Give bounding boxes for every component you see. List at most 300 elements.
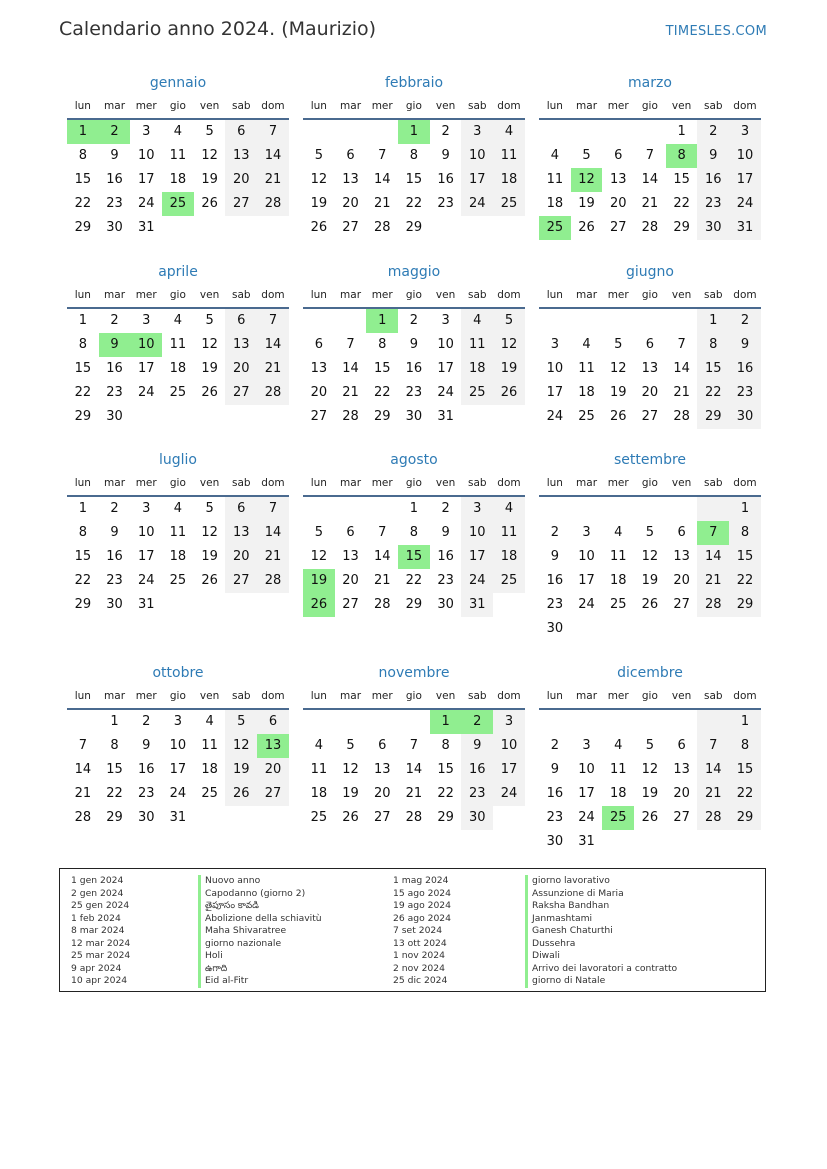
holiday-day[interactable]: 1 xyxy=(67,120,99,144)
day-cell[interactable]: 13 xyxy=(673,762,690,777)
day-cell[interactable]: 24 xyxy=(169,786,187,801)
day-cell[interactable]: 4 xyxy=(582,337,591,352)
day-cell[interactable]: 17 xyxy=(729,168,761,192)
day-cell[interactable]: 11 xyxy=(169,337,187,352)
day-cell[interactable]: 15 xyxy=(729,545,761,569)
day-cell[interactable]: 26 xyxy=(641,810,659,825)
day-cell[interactable]: 18 xyxy=(310,786,328,801)
day-cell[interactable]: 31 xyxy=(729,216,761,240)
holiday-day[interactable]: 25 xyxy=(162,192,194,216)
day-cell[interactable]: 4 xyxy=(173,313,183,328)
day-cell[interactable]: 4 xyxy=(493,120,525,144)
day-cell[interactable]: 23 xyxy=(106,573,123,588)
day-cell[interactable]: 16 xyxy=(106,549,123,564)
day-cell[interactable]: 16 xyxy=(106,172,123,187)
day-cell[interactable]: 25 xyxy=(578,409,595,424)
holiday-day[interactable]: 25 xyxy=(539,216,571,240)
day-cell[interactable]: 30 xyxy=(437,597,454,612)
day-cell[interactable]: 16 xyxy=(106,361,123,376)
day-cell[interactable]: 9 xyxy=(550,762,559,777)
day-cell[interactable]: 4 xyxy=(614,738,623,753)
day-cell[interactable]: 18 xyxy=(493,168,525,192)
day-cell[interactable]: 21 xyxy=(373,196,391,211)
day-cell[interactable]: 2 xyxy=(550,738,559,753)
day-cell[interactable]: 24 xyxy=(137,573,155,588)
day-cell[interactable]: 8 xyxy=(409,148,419,163)
day-cell[interactable]: 6 xyxy=(346,525,355,540)
day-cell[interactable]: 21 xyxy=(697,782,729,806)
day-cell[interactable]: 28 xyxy=(373,597,391,612)
day-cell[interactable]: 23 xyxy=(437,196,454,211)
day-cell[interactable]: 3 xyxy=(461,120,493,144)
day-cell[interactable]: 27 xyxy=(257,782,289,806)
day-cell[interactable]: 24 xyxy=(461,192,493,216)
day-cell[interactable]: 28 xyxy=(697,806,729,830)
day-cell[interactable]: 9 xyxy=(461,734,493,758)
day-cell[interactable]: 21 xyxy=(641,196,659,211)
day-cell[interactable]: 19 xyxy=(578,196,595,211)
day-cell[interactable]: 12 xyxy=(641,549,659,564)
day-cell[interactable]: 1 xyxy=(78,313,87,328)
holiday-day[interactable]: 2 xyxy=(461,710,493,734)
day-cell[interactable]: 12 xyxy=(201,525,218,540)
day-cell[interactable]: 11 xyxy=(310,762,328,777)
holiday-day[interactable]: 7 xyxy=(697,521,729,545)
day-cell[interactable]: 9 xyxy=(110,525,119,540)
day-cell[interactable]: 11 xyxy=(578,361,595,376)
day-cell[interactable]: 29 xyxy=(405,597,423,612)
day-cell[interactable]: 8 xyxy=(409,525,419,540)
day-cell[interactable]: 27 xyxy=(225,381,257,405)
day-cell[interactable]: 15 xyxy=(729,758,761,782)
day-cell[interactable]: 29 xyxy=(373,409,391,424)
day-cell[interactable]: 20 xyxy=(225,168,257,192)
day-cell[interactable]: 4 xyxy=(461,309,493,333)
day-cell[interactable]: 10 xyxy=(729,144,761,168)
day-cell[interactable]: 4 xyxy=(205,714,214,729)
day-cell[interactable]: 5 xyxy=(205,313,214,328)
day-cell[interactable]: 9 xyxy=(441,148,450,163)
day-cell[interactable]: 22 xyxy=(437,786,454,801)
day-cell[interactable]: 19 xyxy=(641,573,659,588)
day-cell[interactable]: 12 xyxy=(310,172,328,187)
day-cell[interactable]: 14 xyxy=(405,762,423,777)
day-cell[interactable]: 26 xyxy=(342,810,359,825)
day-cell[interactable]: 24 xyxy=(729,192,761,216)
day-cell[interactable]: 31 xyxy=(437,409,454,424)
day-cell[interactable]: 30 xyxy=(405,409,423,424)
day-cell[interactable]: 15 xyxy=(673,172,690,187)
day-cell[interactable]: 11 xyxy=(461,333,493,357)
day-cell[interactable]: 30 xyxy=(106,597,123,612)
day-cell[interactable]: 13 xyxy=(373,762,391,777)
day-cell[interactable]: 13 xyxy=(342,172,359,187)
day-cell[interactable]: 12 xyxy=(609,361,627,376)
holiday-day[interactable]: 9 xyxy=(99,333,131,357)
day-cell[interactable]: 7 xyxy=(257,309,289,333)
day-cell[interactable]: 23 xyxy=(697,192,729,216)
day-cell[interactable]: 26 xyxy=(201,196,218,211)
day-cell[interactable]: 26 xyxy=(578,220,595,235)
day-cell[interactable]: 26 xyxy=(641,597,659,612)
day-cell[interactable]: 6 xyxy=(614,148,623,163)
day-cell[interactable]: 29 xyxy=(74,409,92,424)
day-cell[interactable]: 6 xyxy=(645,337,655,352)
day-cell[interactable]: 17 xyxy=(578,786,595,801)
day-cell[interactable]: 19 xyxy=(609,385,627,400)
day-cell[interactable]: 26 xyxy=(225,782,257,806)
day-cell[interactable]: 14 xyxy=(373,172,391,187)
day-cell[interactable]: 22 xyxy=(405,573,423,588)
holiday-day[interactable]: 1 xyxy=(430,710,462,734)
day-cell[interactable]: 20 xyxy=(673,573,690,588)
day-cell[interactable]: 24 xyxy=(437,385,454,400)
day-cell[interactable]: 2 xyxy=(729,309,761,333)
day-cell[interactable]: 6 xyxy=(257,710,289,734)
day-cell[interactable]: 10 xyxy=(546,361,564,376)
day-cell[interactable]: 14 xyxy=(74,762,92,777)
day-cell[interactable]: 18 xyxy=(169,172,187,187)
day-cell[interactable]: 8 xyxy=(78,337,87,352)
day-cell[interactable]: 16 xyxy=(461,758,493,782)
day-cell[interactable]: 27 xyxy=(225,569,257,593)
day-cell[interactable]: 7 xyxy=(677,337,686,352)
day-cell[interactable]: 1 xyxy=(409,501,419,516)
day-cell[interactable]: 25 xyxy=(609,597,627,612)
day-cell[interactable]: 17 xyxy=(169,762,187,777)
day-cell[interactable]: 22 xyxy=(373,385,391,400)
day-cell[interactable]: 9 xyxy=(729,333,761,357)
holiday-day[interactable]: 19 xyxy=(303,569,335,593)
day-cell[interactable]: 14 xyxy=(257,333,289,357)
day-cell[interactable]: 12 xyxy=(225,734,257,758)
day-cell[interactable]: 7 xyxy=(378,148,387,163)
day-cell[interactable]: 7 xyxy=(409,738,419,753)
day-cell[interactable]: 29 xyxy=(405,220,423,235)
day-cell[interactable]: 17 xyxy=(137,172,155,187)
day-cell[interactable]: 27 xyxy=(673,810,690,825)
day-cell[interactable]: 22 xyxy=(74,573,92,588)
day-cell[interactable]: 26 xyxy=(493,381,525,405)
day-cell[interactable]: 28 xyxy=(673,409,690,424)
day-cell[interactable]: 18 xyxy=(609,786,627,801)
day-cell[interactable]: 29 xyxy=(74,597,92,612)
day-cell[interactable]: 18 xyxy=(169,549,187,564)
day-cell[interactable]: 14 xyxy=(373,549,391,564)
day-cell[interactable]: 3 xyxy=(142,501,151,516)
day-cell[interactable]: 29 xyxy=(437,810,454,825)
day-cell[interactable]: 16 xyxy=(546,573,564,588)
day-cell[interactable]: 8 xyxy=(78,525,87,540)
day-cell[interactable]: 15 xyxy=(697,357,729,381)
day-cell[interactable]: 3 xyxy=(582,738,591,753)
day-cell[interactable]: 9 xyxy=(441,525,450,540)
day-cell[interactable]: 9 xyxy=(110,148,119,163)
day-cell[interactable]: 2 xyxy=(697,120,729,144)
day-cell[interactable]: 28 xyxy=(74,810,92,825)
day-cell[interactable]: 2 xyxy=(110,313,119,328)
day-cell[interactable]: 3 xyxy=(729,120,761,144)
day-cell[interactable]: 25 xyxy=(169,573,187,588)
day-cell[interactable]: 6 xyxy=(314,337,323,352)
day-cell[interactable]: 7 xyxy=(257,120,289,144)
day-cell[interactable]: 16 xyxy=(137,762,155,777)
day-cell[interactable]: 8 xyxy=(697,333,729,357)
day-cell[interactable]: 29 xyxy=(697,405,729,429)
day-cell[interactable]: 13 xyxy=(225,144,257,168)
day-cell[interactable]: 21 xyxy=(257,545,289,569)
day-cell[interactable]: 31 xyxy=(169,810,187,825)
day-cell[interactable]: 23 xyxy=(461,782,493,806)
day-cell[interactable]: 19 xyxy=(201,361,218,376)
day-cell[interactable]: 17 xyxy=(461,545,493,569)
day-cell[interactable]: 18 xyxy=(609,573,627,588)
day-cell[interactable]: 9 xyxy=(409,337,419,352)
day-cell[interactable]: 21 xyxy=(373,573,391,588)
day-cell[interactable]: 8 xyxy=(78,148,87,163)
day-cell[interactable]: 23 xyxy=(137,786,155,801)
holiday-day[interactable]: 2 xyxy=(99,120,131,144)
day-cell[interactable]: 20 xyxy=(257,758,289,782)
day-cell[interactable]: 27 xyxy=(225,192,257,216)
day-cell[interactable]: 17 xyxy=(137,361,155,376)
day-cell[interactable]: 30 xyxy=(461,806,493,830)
day-cell[interactable]: 8 xyxy=(441,738,450,753)
day-cell[interactable]: 23 xyxy=(729,381,761,405)
day-cell[interactable]: 22 xyxy=(729,569,761,593)
day-cell[interactable]: 5 xyxy=(614,337,623,352)
day-cell[interactable]: 4 xyxy=(550,148,559,163)
day-cell[interactable]: 19 xyxy=(641,786,659,801)
day-cell[interactable]: 31 xyxy=(578,834,595,849)
day-cell[interactable]: 18 xyxy=(578,385,595,400)
day-cell[interactable]: 25 xyxy=(493,569,525,593)
day-cell[interactable]: 19 xyxy=(493,357,525,381)
day-cell[interactable]: 28 xyxy=(257,569,289,593)
day-cell[interactable]: 13 xyxy=(310,361,328,376)
day-cell[interactable]: 6 xyxy=(225,309,257,333)
day-cell[interactable]: 5 xyxy=(225,710,257,734)
day-cell[interactable]: 16 xyxy=(405,361,423,376)
day-cell[interactable]: 6 xyxy=(677,525,686,540)
day-cell[interactable]: 23 xyxy=(437,573,454,588)
day-cell[interactable]: 11 xyxy=(493,144,525,168)
day-cell[interactable]: 3 xyxy=(142,313,151,328)
day-cell[interactable]: 21 xyxy=(673,385,690,400)
day-cell[interactable]: 20 xyxy=(342,573,359,588)
day-cell[interactable]: 21 xyxy=(74,786,92,801)
day-cell[interactable]: 15 xyxy=(74,361,92,376)
day-cell[interactable]: 4 xyxy=(493,497,525,521)
day-cell[interactable]: 22 xyxy=(673,196,690,211)
day-cell[interactable]: 7 xyxy=(257,497,289,521)
day-cell[interactable]: 24 xyxy=(578,597,595,612)
day-cell[interactable]: 12 xyxy=(641,762,659,777)
day-cell[interactable]: 14 xyxy=(697,545,729,569)
day-cell[interactable]: 14 xyxy=(257,144,289,168)
day-cell[interactable]: 16 xyxy=(729,357,761,381)
day-cell[interactable]: 22 xyxy=(74,196,92,211)
day-cell[interactable]: 1 xyxy=(677,124,686,139)
day-cell[interactable]: 21 xyxy=(257,357,289,381)
holiday-day[interactable]: 1 xyxy=(398,120,430,144)
day-cell[interactable]: 30 xyxy=(106,220,123,235)
day-cell[interactable]: 4 xyxy=(173,501,183,516)
day-cell[interactable]: 9 xyxy=(697,144,729,168)
day-cell[interactable]: 12 xyxy=(201,337,218,352)
day-cell[interactable]: 28 xyxy=(257,381,289,405)
day-cell[interactable]: 3 xyxy=(461,497,493,521)
day-cell[interactable]: 3 xyxy=(142,124,151,139)
day-cell[interactable]: 18 xyxy=(493,545,525,569)
day-cell[interactable]: 1 xyxy=(729,710,761,734)
day-cell[interactable]: 13 xyxy=(673,549,690,564)
day-cell[interactable]: 20 xyxy=(342,196,359,211)
day-cell[interactable]: 16 xyxy=(437,172,454,187)
day-cell[interactable]: 1 xyxy=(78,501,87,516)
day-cell[interactable]: 30 xyxy=(546,621,564,636)
day-cell[interactable]: 15 xyxy=(437,762,454,777)
day-cell[interactable]: 21 xyxy=(405,786,423,801)
day-cell[interactable]: 20 xyxy=(373,786,391,801)
holiday-day[interactable]: 10 xyxy=(130,333,162,357)
day-cell[interactable]: 29 xyxy=(106,810,123,825)
day-cell[interactable]: 19 xyxy=(342,786,359,801)
day-cell[interactable]: 6 xyxy=(225,497,257,521)
day-cell[interactable]: 12 xyxy=(201,148,218,163)
day-cell[interactable]: 29 xyxy=(74,220,92,235)
day-cell[interactable]: 29 xyxy=(729,806,761,830)
day-cell[interactable]: 9 xyxy=(550,549,559,564)
day-cell[interactable]: 12 xyxy=(493,333,525,357)
holiday-day[interactable]: 25 xyxy=(602,806,634,830)
day-cell[interactable]: 27 xyxy=(342,597,359,612)
day-cell[interactable]: 22 xyxy=(729,782,761,806)
day-cell[interactable]: 24 xyxy=(137,196,155,211)
day-cell[interactable]: 28 xyxy=(697,593,729,617)
day-cell[interactable]: 10 xyxy=(493,734,525,758)
day-cell[interactable]: 28 xyxy=(342,409,359,424)
day-cell[interactable]: 8 xyxy=(110,738,119,753)
day-cell[interactable]: 28 xyxy=(257,192,289,216)
day-cell[interactable]: 25 xyxy=(169,385,187,400)
day-cell[interactable]: 19 xyxy=(201,172,218,187)
day-cell[interactable]: 18 xyxy=(169,361,187,376)
day-cell[interactable]: 8 xyxy=(729,521,761,545)
day-cell[interactable]: 6 xyxy=(225,120,257,144)
day-cell[interactable]: 27 xyxy=(373,810,391,825)
day-cell[interactable]: 7 xyxy=(346,337,355,352)
day-cell[interactable]: 22 xyxy=(405,196,423,211)
day-cell[interactable]: 28 xyxy=(373,220,391,235)
day-cell[interactable]: 27 xyxy=(609,220,627,235)
day-cell[interactable]: 5 xyxy=(346,738,355,753)
day-cell[interactable]: 27 xyxy=(641,409,659,424)
day-cell[interactable]: 16 xyxy=(437,549,454,564)
day-cell[interactable]: 23 xyxy=(106,196,123,211)
day-cell[interactable]: 26 xyxy=(609,409,627,424)
day-cell[interactable]: 28 xyxy=(641,220,659,235)
day-cell[interactable]: 20 xyxy=(225,357,257,381)
day-cell[interactable]: 5 xyxy=(645,738,655,753)
day-cell[interactable]: 25 xyxy=(201,786,218,801)
day-cell[interactable]: 2 xyxy=(550,525,559,540)
day-cell[interactable]: 30 xyxy=(697,216,729,240)
day-cell[interactable]: 26 xyxy=(310,220,328,235)
day-cell[interactable]: 26 xyxy=(201,573,218,588)
day-cell[interactable]: 2 xyxy=(409,313,419,328)
day-cell[interactable]: 5 xyxy=(314,148,323,163)
day-cell[interactable]: 7 xyxy=(697,734,729,758)
day-cell[interactable]: 5 xyxy=(205,501,214,516)
day-cell[interactable]: 20 xyxy=(673,786,690,801)
day-cell[interactable]: 31 xyxy=(137,597,155,612)
day-cell[interactable]: 18 xyxy=(201,762,218,777)
day-cell[interactable]: 31 xyxy=(137,220,155,235)
day-cell[interactable]: 13 xyxy=(225,521,257,545)
day-cell[interactable]: 10 xyxy=(437,337,454,352)
day-cell[interactable]: 10 xyxy=(137,525,155,540)
day-cell[interactable]: 22 xyxy=(74,385,92,400)
day-cell[interactable]: 26 xyxy=(201,385,218,400)
day-cell[interactable]: 5 xyxy=(314,525,323,540)
day-cell[interactable]: 15 xyxy=(106,762,123,777)
day-cell[interactable]: 5 xyxy=(205,124,214,139)
brand-link[interactable]: TIMESLES.COM xyxy=(665,24,767,39)
day-cell[interactable]: 10 xyxy=(578,549,595,564)
day-cell[interactable]: 2 xyxy=(441,501,450,516)
day-cell[interactable]: 17 xyxy=(437,361,454,376)
day-cell[interactable]: 30 xyxy=(106,409,123,424)
day-cell[interactable]: 12 xyxy=(310,549,328,564)
day-cell[interactable]: 20 xyxy=(310,385,328,400)
day-cell[interactable]: 8 xyxy=(378,337,387,352)
holiday-day[interactable]: 26 xyxy=(303,593,335,617)
day-cell[interactable]: 19 xyxy=(201,549,218,564)
day-cell[interactable]: 3 xyxy=(582,525,591,540)
day-cell[interactable]: 29 xyxy=(673,220,690,235)
day-cell[interactable]: 14 xyxy=(697,758,729,782)
day-cell[interactable]: 10 xyxy=(169,738,187,753)
day-cell[interactable]: 11 xyxy=(169,148,187,163)
day-cell[interactable]: 11 xyxy=(609,549,627,564)
day-cell[interactable]: 13 xyxy=(225,333,257,357)
day-cell[interactable]: 31 xyxy=(461,593,493,617)
day-cell[interactable]: 8 xyxy=(729,734,761,758)
day-cell[interactable]: 2 xyxy=(110,501,119,516)
day-cell[interactable]: 21 xyxy=(697,569,729,593)
day-cell[interactable]: 1 xyxy=(110,714,119,729)
day-cell[interactable]: 30 xyxy=(729,405,761,429)
day-cell[interactable]: 21 xyxy=(257,168,289,192)
day-cell[interactable]: 4 xyxy=(614,525,623,540)
holiday-day[interactable]: 12 xyxy=(571,168,603,192)
day-cell[interactable]: 21 xyxy=(342,385,359,400)
day-cell[interactable]: 20 xyxy=(641,385,659,400)
day-cell[interactable]: 11 xyxy=(169,525,187,540)
day-cell[interactable]: 3 xyxy=(550,337,559,352)
day-cell[interactable]: 14 xyxy=(342,361,359,376)
day-cell[interactable]: 16 xyxy=(546,786,564,801)
day-cell[interactable]: 17 xyxy=(461,168,493,192)
day-cell[interactable]: 15 xyxy=(373,361,391,376)
day-cell[interactable]: 10 xyxy=(137,148,155,163)
day-cell[interactable]: 13 xyxy=(342,549,359,564)
day-cell[interactable]: 7 xyxy=(78,738,87,753)
day-cell[interactable]: 19 xyxy=(225,758,257,782)
day-cell[interactable]: 2 xyxy=(142,714,151,729)
holiday-day[interactable]: 13 xyxy=(257,734,289,758)
